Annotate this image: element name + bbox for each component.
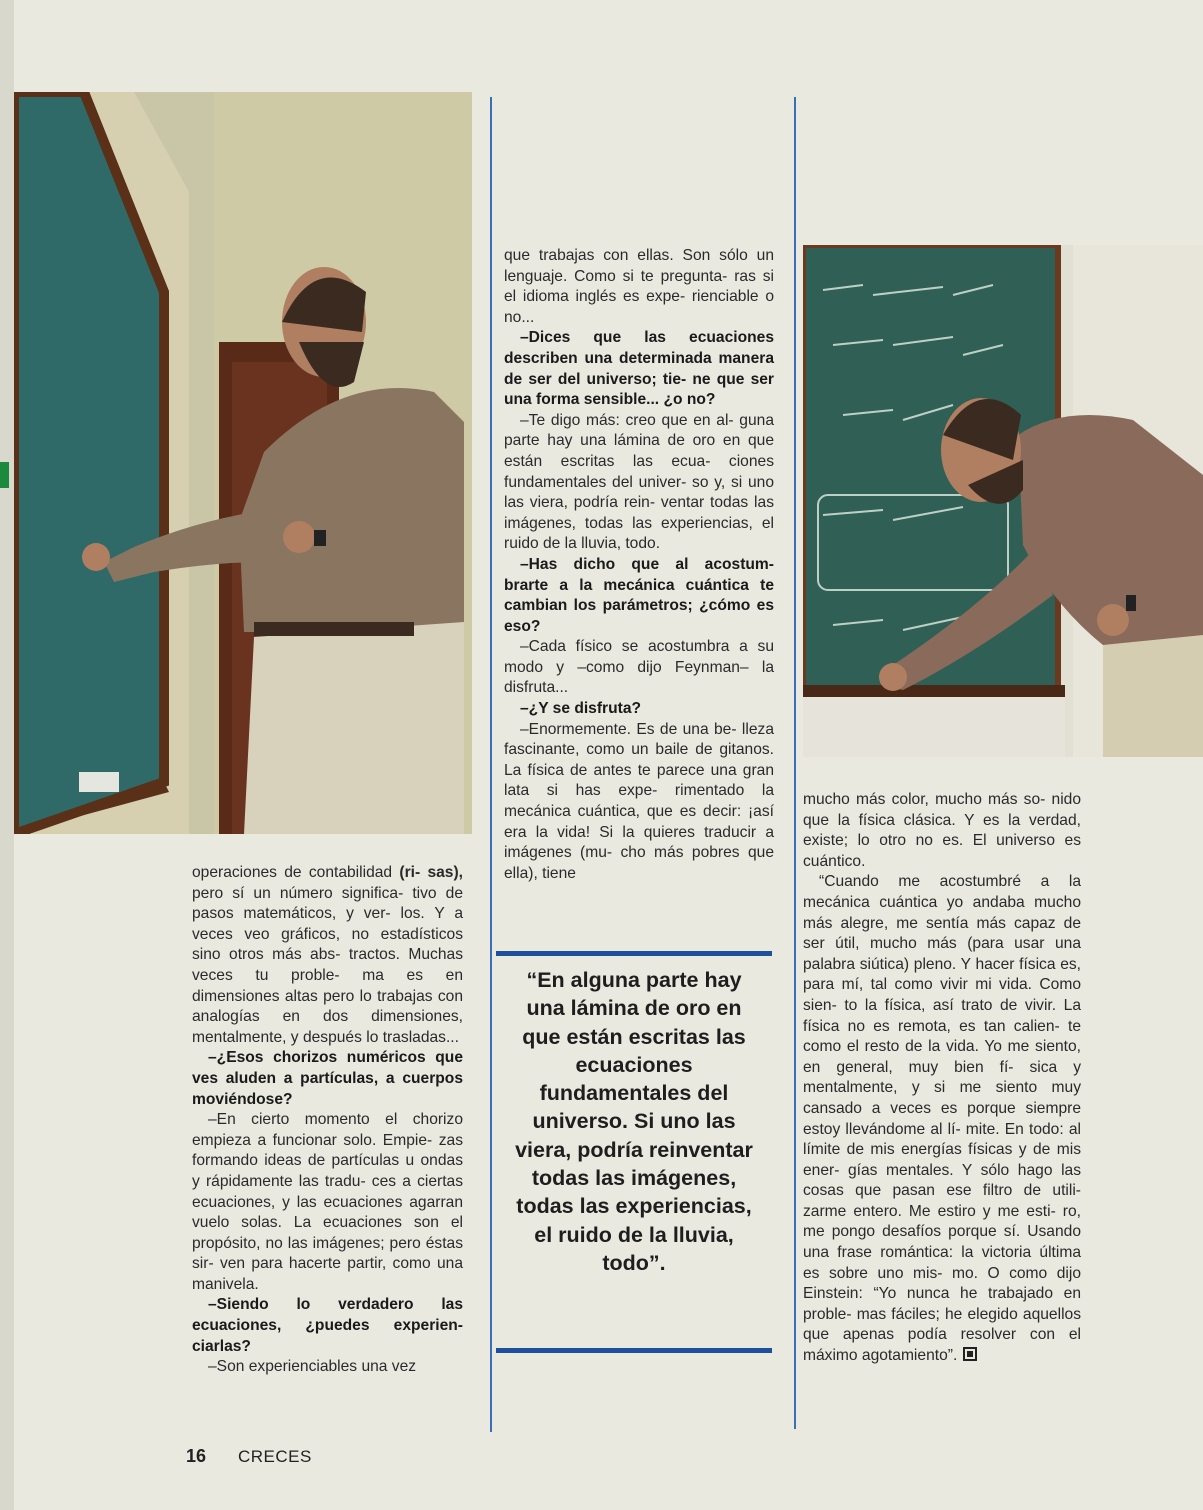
paragraph [192, 1357, 463, 1378]
paragraph-text: –En cierto momento el chorizo empieza a funcionar solo. Empie- zas formando ideas de partículas u ondas y rápidamente las tradu- ces a ciertas ecuaciones, y las ecuaciones agarran vuelo solas. La ecuaciones son el propósito, no las imágenes; pero éstas sir- ven para hacerte partir, como una manivela. [192, 1111, 463, 1293]
paragraph-text: –Te digo más: creo que en al- guna parte hay una lámina de oro en que están escritas las ecua- ciones fundamentales del univer- so y, si uno las viera, podría rein- ventar todas las imágenes, todas las experiencias, el ruido de la lluvia, todo. [504, 411, 774, 553]
interview-question [504, 555, 774, 637]
pull-quote-rule-top [496, 951, 772, 956]
paragraph-text: que trabajas con ellas. Son sólo un lenguaje. Como si te pregunta- ras si el idioma inglés es expe- rienciable o no... [504, 247, 774, 326]
paragraph-text: “Cuando me acostumbré a la mecánica cuántica yo andaba mucho más alegre, me sentía más capaz de ser útil, mucho más (para usar una palabra siútica) pleno. Y hacer física es, para mí, tal como vivir mi vida. Como sien- to la física, así trato de vivir. La física no es remota, es tan calien- te como el resto de la vida. Yo me siento, en general, muy bien fí- sica y mentalmente, y si me siento muy cansado a veces es porque siempre estoy llevándome al lí- mite. En todo: al límite de mis energías físicas y de mis ener- gías mentales. Y sólo hago las cosas que pasan ese filtro de utili- zarme entero. Me estiro y me esti- ro, me pongo desafíos porque sí. Usando una frase romántica: la victoria última es sobre uno mis- mo. O como dijo Einstein: “Yo nunca he trabajado en proble- mas fáciles; he elegido aquellos que apenas podía resolver con el máximo agotamiento”. [803, 873, 1081, 1365]
paragraph-text-tail: pero sí un número significa- tivo de pasos matemáticos, y ver- los. Y a veces veo gráficos, no estadísticos sino otros más abs- tractos. Muchas veces tu proble- ma es en dimensiones altas pero lo trabajas con analogías en dos dimensiones, mentalmente, y después lo trasladas... [192, 884, 463, 1046]
paragraph [803, 872, 1081, 1366]
paragraph [803, 790, 1081, 872]
color-tab-marker [0, 462, 9, 488]
paragraph-text: operaciones de contabilidad [192, 864, 400, 881]
end-of-article-icon [963, 1347, 977, 1361]
interview-question [192, 1295, 463, 1357]
pull-quote-rule-bottom [496, 1348, 772, 1353]
paragraph [504, 720, 774, 885]
page-number: 16 [186, 1446, 207, 1466]
article-column-2 [504, 246, 774, 884]
pull-quote: “En alguna parte hay una lámina de oro en que están escritas las ecuaciones fundamentales del universo. Si uno las viera, podría reinventar todas las imágenes, todas las experiencias, el ruido de la lluvia, todo”. [515, 968, 753, 1275]
article-column-3 [803, 790, 1081, 1367]
paragraph [504, 637, 774, 699]
paragraph-text: –¿Y se disfruta? [520, 700, 642, 718]
paragraph [504, 411, 774, 555]
paragraph-text: –Enormemente. Es de una be- lleza fascinante, como un baile de gitanos. La física de antes te parece una gran lata si has expe- rimentado la mecánica cuántica, que es decir: ¡así era la vida! Si la quieres traducir a imágenes (mu- cho más pobres que ella), tiene [504, 720, 774, 882]
interview-question [192, 1048, 463, 1110]
interview-question [504, 699, 774, 720]
photo-man-leaning-at-chalkboard [803, 245, 1203, 757]
paragraph-text: –Dices que las ecuaciones describen una determinada manera de ser del universo; tie- ne que ser una forma sensible... ¿o no? [504, 329, 774, 409]
page-edge [0, 0, 14, 1510]
paragraph-text: –Cada físico se acostumbra a su modo y –como dijo Feynman– la disfruta... [504, 638, 774, 697]
paragraph-text: –Has dicho que al acostum- brarte a la mecánica cuántica te cambian los parámetros; ¿cómo es eso? [504, 555, 774, 635]
magazine-name: CRECES [238, 1447, 312, 1466]
interview-question [504, 328, 774, 410]
bold-aside: (ri- sas), [399, 864, 464, 881]
paragraph-text: mucho más color, mucho más so- nido que la física clásica. Y es la verdad, existe; lo otro no es. El universo es cuántico. [803, 791, 1081, 870]
paragraph [504, 246, 774, 328]
column-divider-1 [490, 97, 492, 1432]
paragraph-text: –¿Esos chorizos numéricos que ves aluden a partículas, a cuerpos moviéndose? [192, 1049, 463, 1108]
column-divider-2 [794, 97, 796, 1429]
paragraph-text: –Son experienciables una vez [208, 1358, 417, 1376]
paragraph-text: –Siendo lo verdadero las ecuaciones, ¿puedes experien- ciarlas? [192, 1296, 463, 1355]
article-column-1 [192, 863, 463, 1378]
paragraph [192, 863, 463, 1048]
paragraph [192, 1110, 463, 1295]
photo-man-at-chalkboard [14, 92, 472, 834]
